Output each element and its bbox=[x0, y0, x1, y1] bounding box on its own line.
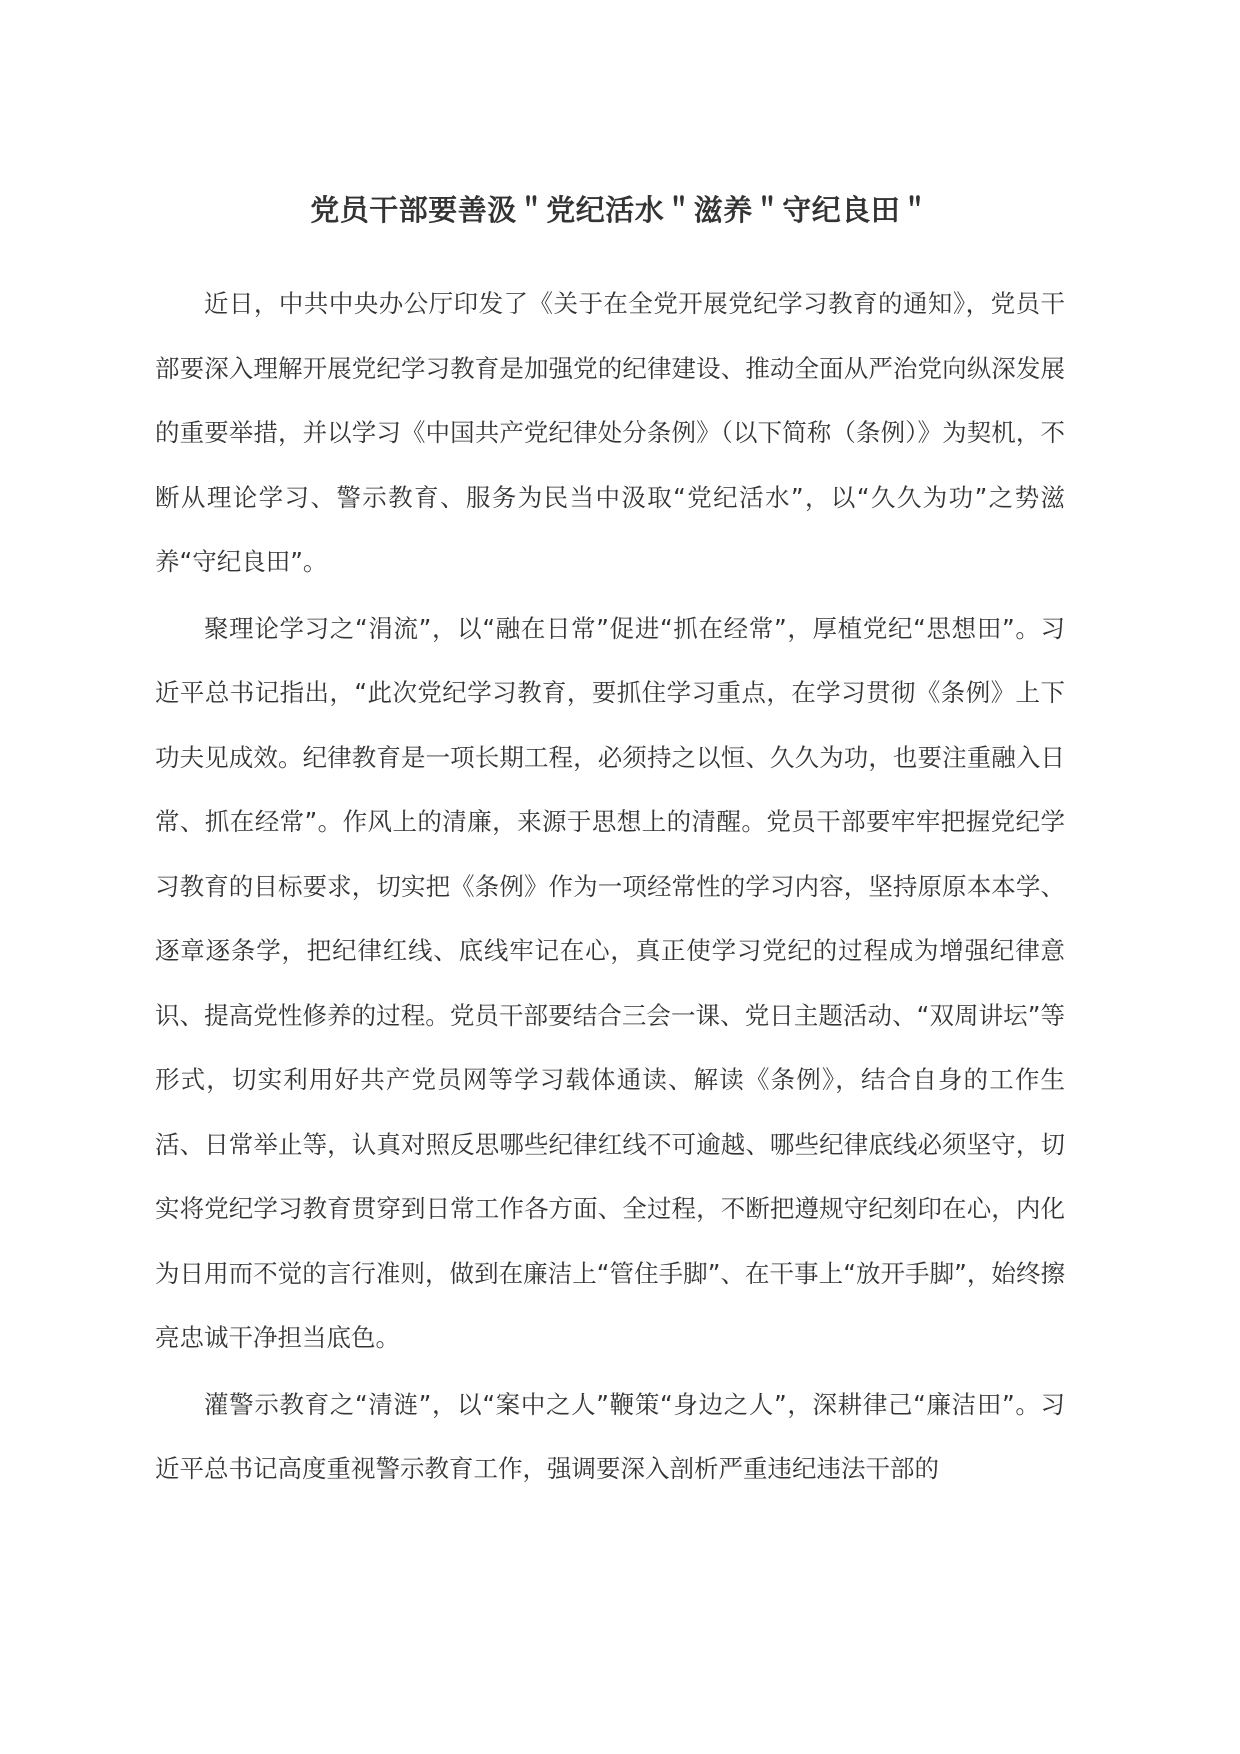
paragraph-theory-study: 聚理论学习之“涓流”，以“融在日常”促进“抓在经常”，厚植党纪“思想田”。习近平总书记指出，“此次党纪学习教育，要抓住学习重点，在学习贯彻《条例》上下功夫见成效。纪律教育是一项长期工程，必须持之以恒、久久为功，也要注重融入日常、抓在经常”。作风上的清廉，来源于思想上的清醒。党员干部要牢牢把握党纪学习教育的目标要求，切实把《条例》作为一项经常性的学习内容，坚持原原本本学、逐章逐条学，把纪律红线、底线牢记在心，真正使学习党纪的过程成为增强纪律意识、提高党性修养的过程。党员干部要结合三会一课、党日主题活动、“双周讲坛”等形式，切实利用好共产党员网等学习载体通读、解读《条例》，结合自身的工作生活、日常举止等，认真对照反思哪些纪律红线不可逾越、哪些纪律底线必须坚守，切实将党纪学习教育贯穿到日常工作各方面、全过程，不断把遵规守纪刻印在心，内化为日用而不觉的言行准则，做到在廉洁上“管住手脚”、在干事上“放开手脚”，始终擦亮忠诚干净担当底色。 bbox=[155, 613, 1065, 1352]
paragraph-intro: 近日，中共中央办公厅印发了《关于在全党开展党纪学习教育的通知》，党员干部要深入理解开展党纪学习教育是加强党的纪律建设、推动全面从严治党向纵深发展的重要举措，并以学习《中国共产党纪律处分条例》（以下简称（条例）》为契机，不断从理论学习、警示教育、服务为民当中汲取“党纪活水”，以“久久为功”之势滋养“守纪良田”。 bbox=[155, 289, 1065, 576]
document-body bbox=[155, 272, 1065, 1504]
paragraph-warning-education: 灌警示教育之“清涟”，以“案中之人”鞭策“身边之人”，深耕律己“廉洁田”。习近平总书记高度重视警示教育工作，强调要深入剖析严重违纪违法干部的 bbox=[155, 1389, 1065, 1483]
document-title: 党员干部要善汲＂党纪活水＂滋养＂守纪良田＂ bbox=[310, 193, 930, 227]
